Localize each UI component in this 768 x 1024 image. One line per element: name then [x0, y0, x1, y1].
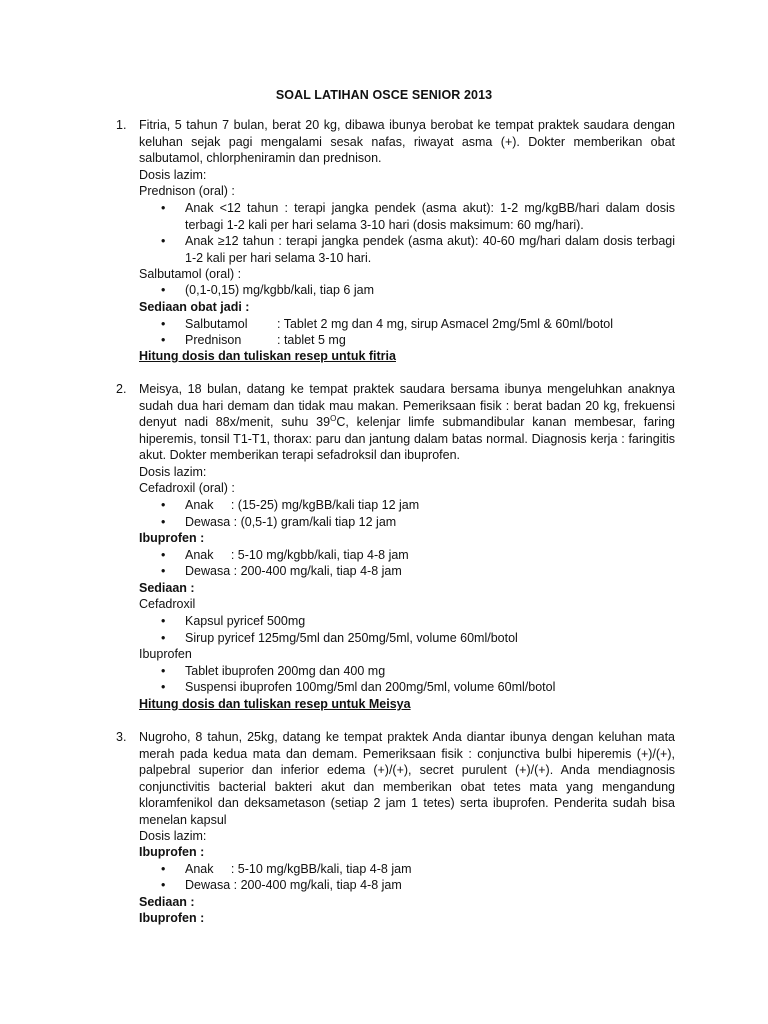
bullet-icon: • — [161, 548, 166, 562]
bullet-icon: • — [161, 664, 166, 678]
question-3-stem: Nugroho, 8 tahun, 25kg, datang ke tempat praktek Anda diantar ibunya dengan keluhan mata merah pada kedua mata dan demam. Pemeriksaan fisik : conjunctiva bulbi hiperemis (+)/(+), palpebral superior dan inferior edema (+)/(+), secret purulent (+)/(+). Anda mendiagnosis conjunctivitis bacterial bakteri akut dan memberikan obat tetes mata yang mengandung kloramfenikol dan deksametason (setiap 2 jam 1 tetes) serta ibuprofen. Penderita sudah bisa menelan kapsul — [139, 730, 675, 827]
q2-ibuprofen-bullet-1: Anak : 5-10 mg/kgbb/kali, tiap 4-8 jam — [185, 548, 409, 562]
q1-sediaan-2-desc: : tablet 5 mg — [277, 333, 346, 347]
q3-ibuprofen-bullet-2: Dewasa : 200-400 mg/kali, tiap 4-8 jam — [185, 878, 402, 892]
q2-sediaan-label: Sediaan : — [139, 581, 195, 595]
q2-sediaan-cefadroxil-bullet-1: Kapsul pyricef 500mg — [185, 614, 306, 628]
document-title: SOAL LATIHAN OSCE SENIOR 2013 — [275, 88, 493, 102]
q1-sediaan-1-desc: : Tablet 2 mg dan 4 mg, sirup Asmacel 2mg/5ml & 60ml/botol — [277, 317, 614, 331]
bullet-icon: • — [161, 201, 166, 215]
q2-cefadroxil-bullet-1: Anak : (15-25) mg/kgBB/kali tiap 12 jam — [185, 498, 420, 512]
q2-sediaan-cefadroxil-bullet-2: Sirup pyricef 125mg/5ml dan 250mg/5ml, volume 60ml/botol — [185, 631, 518, 645]
q2-sediaan-cefadroxil-label: Cefadroxil — [139, 597, 196, 611]
q2-sediaan-ibuprofen-bullet-1: Tablet ibuprofen 200mg dan 400 mg — [185, 664, 386, 678]
q2-ibuprofen-bullet-2: Dewasa : 200-400 mg/kali, tiap 4-8 jam — [185, 564, 402, 578]
bullet-icon: • — [161, 862, 166, 876]
q2-stem-part-b: C, kelenjar limfe submandibular kanan membesar, faring hiperemis, tonsil T1-T1, thorax: paru dan jantung dalam batas normal. Diagnosis kerja : faringitis akut. Dokter memberikan terapi sefadroksil dan ibuprofen. — [139, 415, 676, 463]
question-2-number: 2. — [116, 382, 127, 396]
q2-dosis-label: Dosis lazim: — [139, 465, 207, 479]
q1-task: Hitung dosis dan tuliskan resep untuk fitria — [139, 349, 396, 363]
q1-sediaan-1-name: Salbutamol — [185, 317, 248, 331]
q3-sediaan-ibuprofen-label: Ibuprofen : — [139, 911, 205, 925]
bullet-icon: • — [161, 333, 166, 347]
q1-prednison-label: Prednison (oral) : — [139, 184, 235, 198]
q1-prednison-bullet-2: Anak ≥12 tahun : terapi jangka pendek (asma akut): 40-60 mg/hari dalam dosis terbagi 1-2 kali per hari selama 3-10 hari. — [185, 234, 675, 265]
q2-task: Hitung dosis dan tuliskan resep untuk Meisya — [139, 697, 411, 711]
bullet-icon: • — [161, 680, 166, 694]
q2-ibuprofen-label: Ibuprofen : — [139, 531, 205, 545]
q2-cefadroxil-label: Cefadroxil (oral) : — [139, 481, 235, 495]
q1-prednison-bullet-1: Anak <12 tahun : terapi jangka pendek (asma akut): 1-2 mg/kgBB/hari dalam dosis terbagi 1-2 kali per hari selama 3-10 hari (dosis maksimum: 60 mg/hari). — [185, 201, 675, 232]
bullet-icon: • — [161, 614, 166, 628]
bullet-icon: • — [161, 878, 166, 892]
q1-salbutamol-label: Salbutamol (oral) : — [139, 267, 242, 281]
q1-salbutamol-bullet-1: (0,1-0,15) mg/kgbb/kali, tiap 6 jam — [185, 283, 374, 297]
bullet-icon: • — [161, 564, 166, 578]
bullet-icon: • — [161, 515, 166, 529]
question-3-number: 3. — [116, 730, 127, 744]
q3-ibuprofen-label: Ibuprofen : — [139, 845, 205, 859]
bullet-icon: • — [161, 631, 166, 645]
q3-dosis-label: Dosis lazim: — [139, 829, 207, 843]
question-1-number: 1. — [116, 118, 127, 132]
q2-stem-superscript: O — [330, 414, 337, 424]
bullet-icon: • — [161, 317, 166, 331]
q1-dosis-label: Dosis lazim: — [139, 168, 207, 182]
q2-sediaan-ibuprofen-label: Ibuprofen — [139, 647, 192, 661]
question-1-stem: Fitria, 5 tahun 7 bulan, berat 20 kg, dibawa ibunya berobat ke tempat praktek saudara dengan keluhan sejak pagi mengalami sesak nafas, riwayat asma (+). Dokter memberikan obat salbutamol, chlorpheniramin dan prednison. — [139, 118, 675, 166]
q2-sediaan-ibuprofen-bullet-2: Suspensi ibuprofen 100mg/5ml dan 200mg/5ml, volume 60ml/botol — [185, 680, 556, 694]
question-2-stem — [139, 381, 675, 464]
q3-sediaan-label: Sediaan : — [139, 895, 195, 909]
bullet-icon: • — [161, 498, 166, 512]
bullet-icon: • — [161, 283, 166, 297]
bullet-icon: • — [161, 234, 166, 248]
q3-ibuprofen-bullet-1: Anak : 5-10 mg/kgBB/kali, tiap 4-8 jam — [185, 862, 412, 876]
q2-cefadroxil-bullet-2: Dewasa : (0,5-1) gram/kali tiap 12 jam — [185, 515, 397, 529]
q2-stem-part-a: Meisya, 18 bulan, datang ke tempat praktek saudara bersama ibunya mengeluhkan anaknya sudah dua hari demam dan tidak mau makan. Pemeriksaan fisik : berat badan 20 kg, frekuensi denyut nadi 88x/menit, suhu 39 — [139, 382, 675, 430]
q1-sediaan-2-name: Prednison — [185, 333, 242, 347]
q1-sediaan-label: Sediaan obat jadi : — [139, 300, 250, 314]
